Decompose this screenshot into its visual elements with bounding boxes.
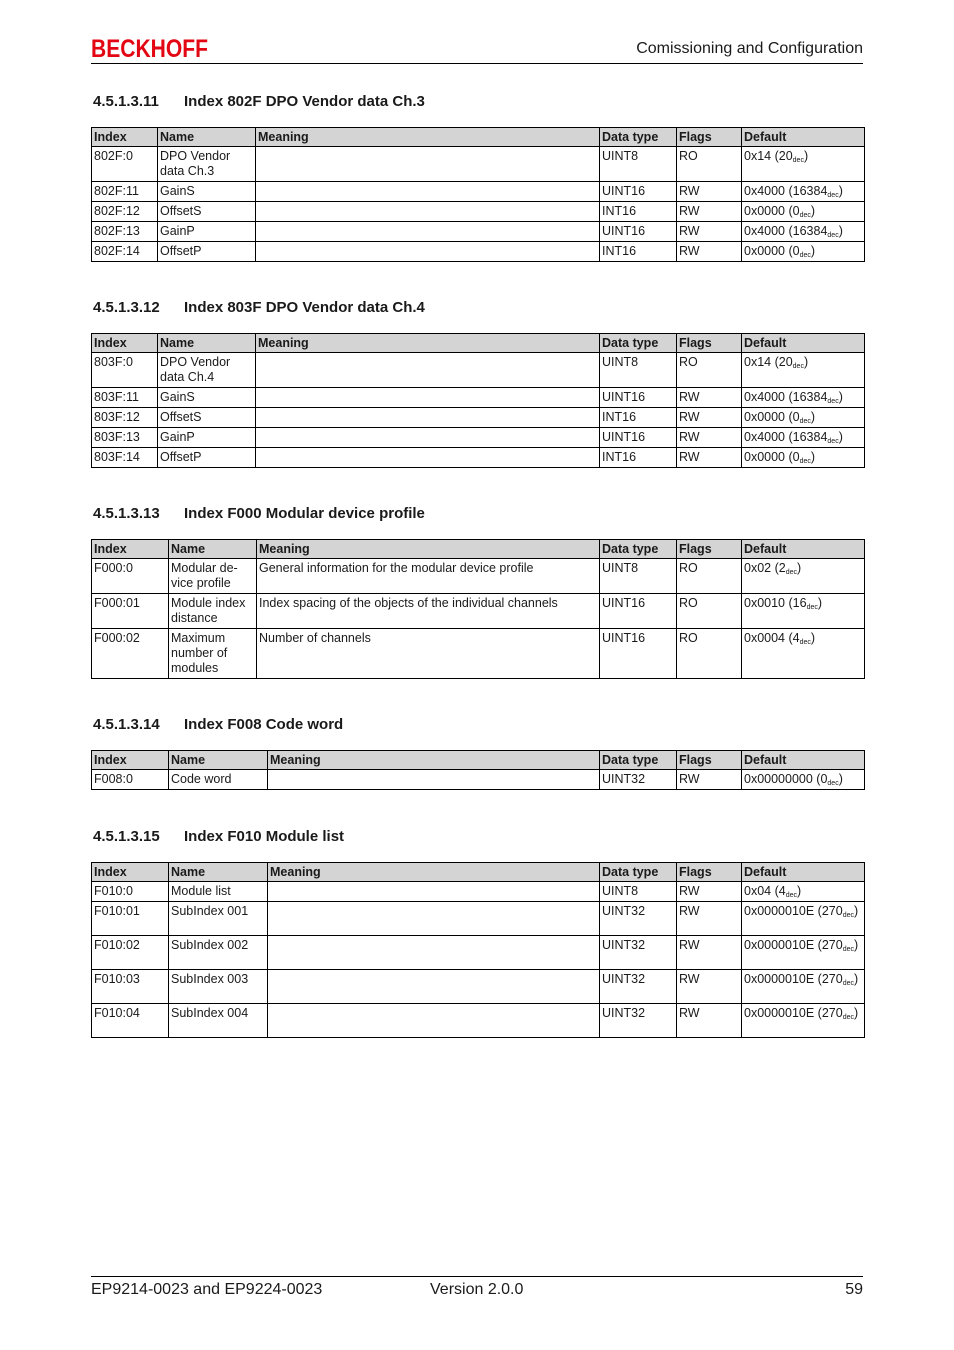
header-divider	[91, 63, 863, 64]
datatype-cell: INT16	[600, 448, 677, 468]
index-cell: F000:01	[92, 594, 169, 629]
column-header: Meaning	[256, 334, 600, 353]
meaning-cell	[268, 936, 600, 970]
table-header-row	[92, 540, 865, 559]
meaning-cell	[256, 448, 600, 468]
footer-divider	[91, 1276, 863, 1277]
table-row	[92, 202, 865, 222]
meaning-cell: Index spacing of the objects of the individual channels	[257, 594, 600, 629]
column-header: Index	[92, 334, 158, 353]
meaning-cell	[268, 1004, 600, 1038]
name-cell: OffsetS	[158, 202, 256, 222]
column-header: Name	[169, 863, 268, 882]
section-number: 4.5.1.3.12	[93, 299, 160, 316]
index-cell: F010:0	[92, 882, 169, 902]
section-heading	[93, 93, 425, 110]
index-cell: 802F:14	[92, 242, 158, 262]
section-number: 4.5.1.3.14	[93, 716, 160, 733]
section-title: Index F000 Modular device profile	[184, 505, 425, 522]
default-cell: 0x0000 $(0_{dec})$	[742, 408, 865, 428]
default-cell: 0x04 $(4_{dec})$	[742, 882, 865, 902]
datatype-cell: UINT16	[600, 182, 677, 202]
section-heading	[93, 716, 343, 733]
datatype-cell: UINT16	[600, 629, 677, 679]
column-header: Data type	[600, 334, 677, 353]
index-cell: F010:04	[92, 1004, 169, 1038]
flags-cell: RW	[677, 770, 742, 790]
index-cell: 802F:12	[92, 202, 158, 222]
meaning-cell	[268, 770, 600, 790]
flags-cell: RW	[677, 902, 742, 936]
datatype-cell: INT16	[600, 242, 677, 262]
section-title: Index 802F DPO Vendor data Ch.3	[184, 93, 425, 110]
default-cell: 0x0000 $(0_{dec})$	[742, 242, 865, 262]
table-row	[92, 428, 865, 448]
table-row	[92, 388, 865, 408]
default-cell: 0x0000010E $(270_{dec})$	[742, 970, 865, 1004]
meaning-cell	[256, 353, 600, 388]
datatype-cell: UINT8	[600, 882, 677, 902]
name-cell: GainS	[158, 388, 256, 408]
column-header: Flags	[677, 128, 742, 147]
datatype-cell: INT16	[600, 408, 677, 428]
name-cell: OffsetS	[158, 408, 256, 428]
default-cell: 0x4000 $(16384_{dec})$	[742, 388, 865, 408]
object-table	[91, 333, 865, 468]
section-number: 4.5.1.3.15	[93, 828, 160, 845]
name-cell: GainP	[158, 222, 256, 242]
meaning-cell	[256, 222, 600, 242]
object-table	[91, 862, 865, 1038]
index-cell: 802F:11	[92, 182, 158, 202]
meaning-cell	[256, 182, 600, 202]
column-header: Meaning	[256, 128, 600, 147]
name-cell: DPO Vendor data Ch.3	[158, 147, 256, 182]
table-row	[92, 353, 865, 388]
default-cell: 0x0000010E $(270_{dec})$	[742, 1004, 865, 1038]
column-header: Data type	[600, 540, 677, 559]
name-cell: GainP	[158, 428, 256, 448]
default-cell: 0x4000 $(16384_{dec})$	[742, 182, 865, 202]
column-header: Index	[92, 751, 169, 770]
table-row	[92, 902, 865, 936]
column-header: Flags	[677, 863, 742, 882]
name-cell: SubIndex 004	[169, 1004, 268, 1038]
section-title: Index 803F DPO Vendor data Ch.4	[184, 299, 425, 316]
name-cell: DPO Vendor data Ch.4	[158, 353, 256, 388]
index-cell: F010:03	[92, 970, 169, 1004]
column-header: Data type	[600, 863, 677, 882]
section-title: Index F008 Code word	[184, 716, 344, 733]
column-header: Default	[742, 128, 865, 147]
flags-cell: RW	[677, 388, 742, 408]
column-header: Name	[158, 334, 256, 353]
meaning-cell: Number of channels	[257, 629, 600, 679]
name-cell: Modular de-vice profile	[169, 559, 257, 594]
flags-cell: RW	[677, 936, 742, 970]
index-cell: 803F:11	[92, 388, 158, 408]
datatype-cell: INT16	[600, 202, 677, 222]
index-cell: 802F:0	[92, 147, 158, 182]
column-header: Name	[169, 540, 257, 559]
datatype-cell: UINT16	[600, 222, 677, 242]
section-heading	[93, 299, 425, 316]
section-number: 4.5.1.3.11	[93, 93, 159, 110]
index-cell: 802F:13	[92, 222, 158, 242]
name-cell: OffsetP	[158, 448, 256, 468]
column-header: Meaning	[257, 540, 600, 559]
column-header: Default	[742, 751, 865, 770]
meaning-cell	[256, 408, 600, 428]
name-cell: GainS	[158, 182, 256, 202]
default-cell: 0x0000010E $(270_{dec})$	[742, 902, 865, 936]
table-row	[92, 882, 865, 902]
datatype-cell: UINT8	[600, 559, 677, 594]
datatype-cell: UINT32	[600, 902, 677, 936]
page-number: 59	[845, 1281, 863, 1298]
name-cell: Code word	[169, 770, 268, 790]
section-number: 4.5.1.3.13	[93, 505, 160, 522]
meaning-cell	[256, 428, 600, 448]
datatype-cell: UINT32	[600, 970, 677, 1004]
section-heading	[93, 505, 425, 522]
table-header-row	[92, 751, 865, 770]
index-cell: F010:01	[92, 902, 169, 936]
column-header: Name	[158, 128, 256, 147]
table-row	[92, 970, 865, 1004]
datatype-cell: UINT16	[600, 388, 677, 408]
name-cell: Module index distance	[169, 594, 257, 629]
index-cell: F000:0	[92, 559, 169, 594]
flags-cell: RW	[677, 882, 742, 902]
table-header-row	[92, 334, 865, 353]
datatype-cell: UINT16	[600, 428, 677, 448]
default-cell: 0x0010 $(16_{dec})$	[742, 594, 865, 629]
flags-cell: RW	[677, 428, 742, 448]
name-cell: Module list	[169, 882, 268, 902]
index-cell: 803F:12	[92, 408, 158, 428]
column-header: Meaning	[268, 863, 600, 882]
table-row	[92, 629, 865, 679]
table-row	[92, 147, 865, 182]
table-header-row	[92, 863, 865, 882]
datatype-cell: UINT32	[600, 1004, 677, 1038]
meaning-cell	[256, 388, 600, 408]
default-cell: 0x4000 $(16384_{dec})$	[742, 428, 865, 448]
page-header-title: Comissioning and Configuration	[636, 40, 863, 57]
section-heading	[93, 828, 344, 845]
meaning-cell	[256, 242, 600, 262]
table-row	[92, 594, 865, 629]
column-header: Default	[742, 863, 865, 882]
flags-cell: RW	[677, 408, 742, 428]
section-title: Index F010 Module list	[184, 828, 345, 845]
index-cell: F010:02	[92, 936, 169, 970]
table-row	[92, 559, 865, 594]
column-header: Meaning	[268, 751, 600, 770]
object-table	[91, 127, 865, 262]
meaning-cell	[256, 202, 600, 222]
meaning-cell	[268, 902, 600, 936]
table-row	[92, 1004, 865, 1038]
flags-cell: RO	[677, 559, 742, 594]
index-cell: 803F:13	[92, 428, 158, 448]
column-header: Data type	[600, 128, 677, 147]
name-cell: SubIndex 001	[169, 902, 268, 936]
flags-cell: RW	[677, 202, 742, 222]
table-row	[92, 182, 865, 202]
column-header: Flags	[677, 751, 742, 770]
name-cell: Maximum number of modules	[169, 629, 257, 679]
table-row	[92, 936, 865, 970]
meaning-cell: General information for the modular device profile	[257, 559, 600, 594]
index-cell: F000:02	[92, 629, 169, 679]
table-row	[92, 408, 865, 428]
flags-cell: RO	[677, 629, 742, 679]
table-header-row	[92, 128, 865, 147]
meaning-cell	[256, 147, 600, 182]
datatype-cell: UINT32	[600, 936, 677, 970]
column-header: Name	[169, 751, 268, 770]
flags-cell: RO	[677, 147, 742, 182]
flags-cell: RO	[677, 594, 742, 629]
flags-cell: RW	[677, 970, 742, 1004]
column-header: Data type	[600, 751, 677, 770]
footer-version: Version 2.0.0	[430, 1281, 524, 1298]
index-cell: 803F:0	[92, 353, 158, 388]
table-row	[92, 448, 865, 468]
flags-cell: RW	[677, 448, 742, 468]
meaning-cell	[268, 882, 600, 902]
meaning-cell	[268, 970, 600, 1004]
datatype-cell: UINT32	[600, 770, 677, 790]
flags-cell: RW	[677, 242, 742, 262]
default-cell: 0x0000010E $(270_{dec})$	[742, 936, 865, 970]
column-header: Index	[92, 863, 169, 882]
column-header: Flags	[677, 540, 742, 559]
column-header: Default	[742, 334, 865, 353]
footer-product: EP9214-0023 and EP9224-0023	[91, 1281, 323, 1298]
flags-cell: RO	[677, 353, 742, 388]
datatype-cell: UINT8	[600, 147, 677, 182]
flags-cell: RW	[677, 222, 742, 242]
default-cell: 0x00000000 $(0_{dec})$	[742, 770, 865, 790]
svg-text:BECKHOFF: BECKHOFF	[91, 35, 208, 63]
default-cell: 0x14 $(20_{dec})$	[742, 353, 865, 388]
flags-cell: RW	[677, 1004, 742, 1038]
column-header: Index	[92, 540, 169, 559]
column-header: Flags	[677, 334, 742, 353]
index-cell: F008:0	[92, 770, 169, 790]
default-cell: 0x14 $(20_{dec})$	[742, 147, 865, 182]
column-header: Default	[742, 540, 865, 559]
column-header: Index	[92, 128, 158, 147]
table-row	[92, 242, 865, 262]
default-cell: 0x0000 $(0_{dec})$	[742, 202, 865, 222]
name-cell: OffsetP	[158, 242, 256, 262]
default-cell: 0x4000 $(16384_{dec})$	[742, 222, 865, 242]
datatype-cell: UINT16	[600, 594, 677, 629]
object-table	[91, 539, 865, 679]
name-cell: SubIndex 003	[169, 970, 268, 1004]
flags-cell: RW	[677, 182, 742, 202]
datatype-cell: UINT8	[600, 353, 677, 388]
default-cell: 0x02 $(2_{dec})$	[742, 559, 865, 594]
beckhoff-logo	[91, 34, 209, 62]
object-table	[91, 750, 865, 790]
name-cell: SubIndex 002	[169, 936, 268, 970]
index-cell: 803F:14	[92, 448, 158, 468]
default-cell: 0x0000 $(0_{dec})$	[742, 448, 865, 468]
table-row	[92, 770, 865, 790]
table-row	[92, 222, 865, 242]
default-cell: 0x0004 $(4_{dec})$	[742, 629, 865, 679]
